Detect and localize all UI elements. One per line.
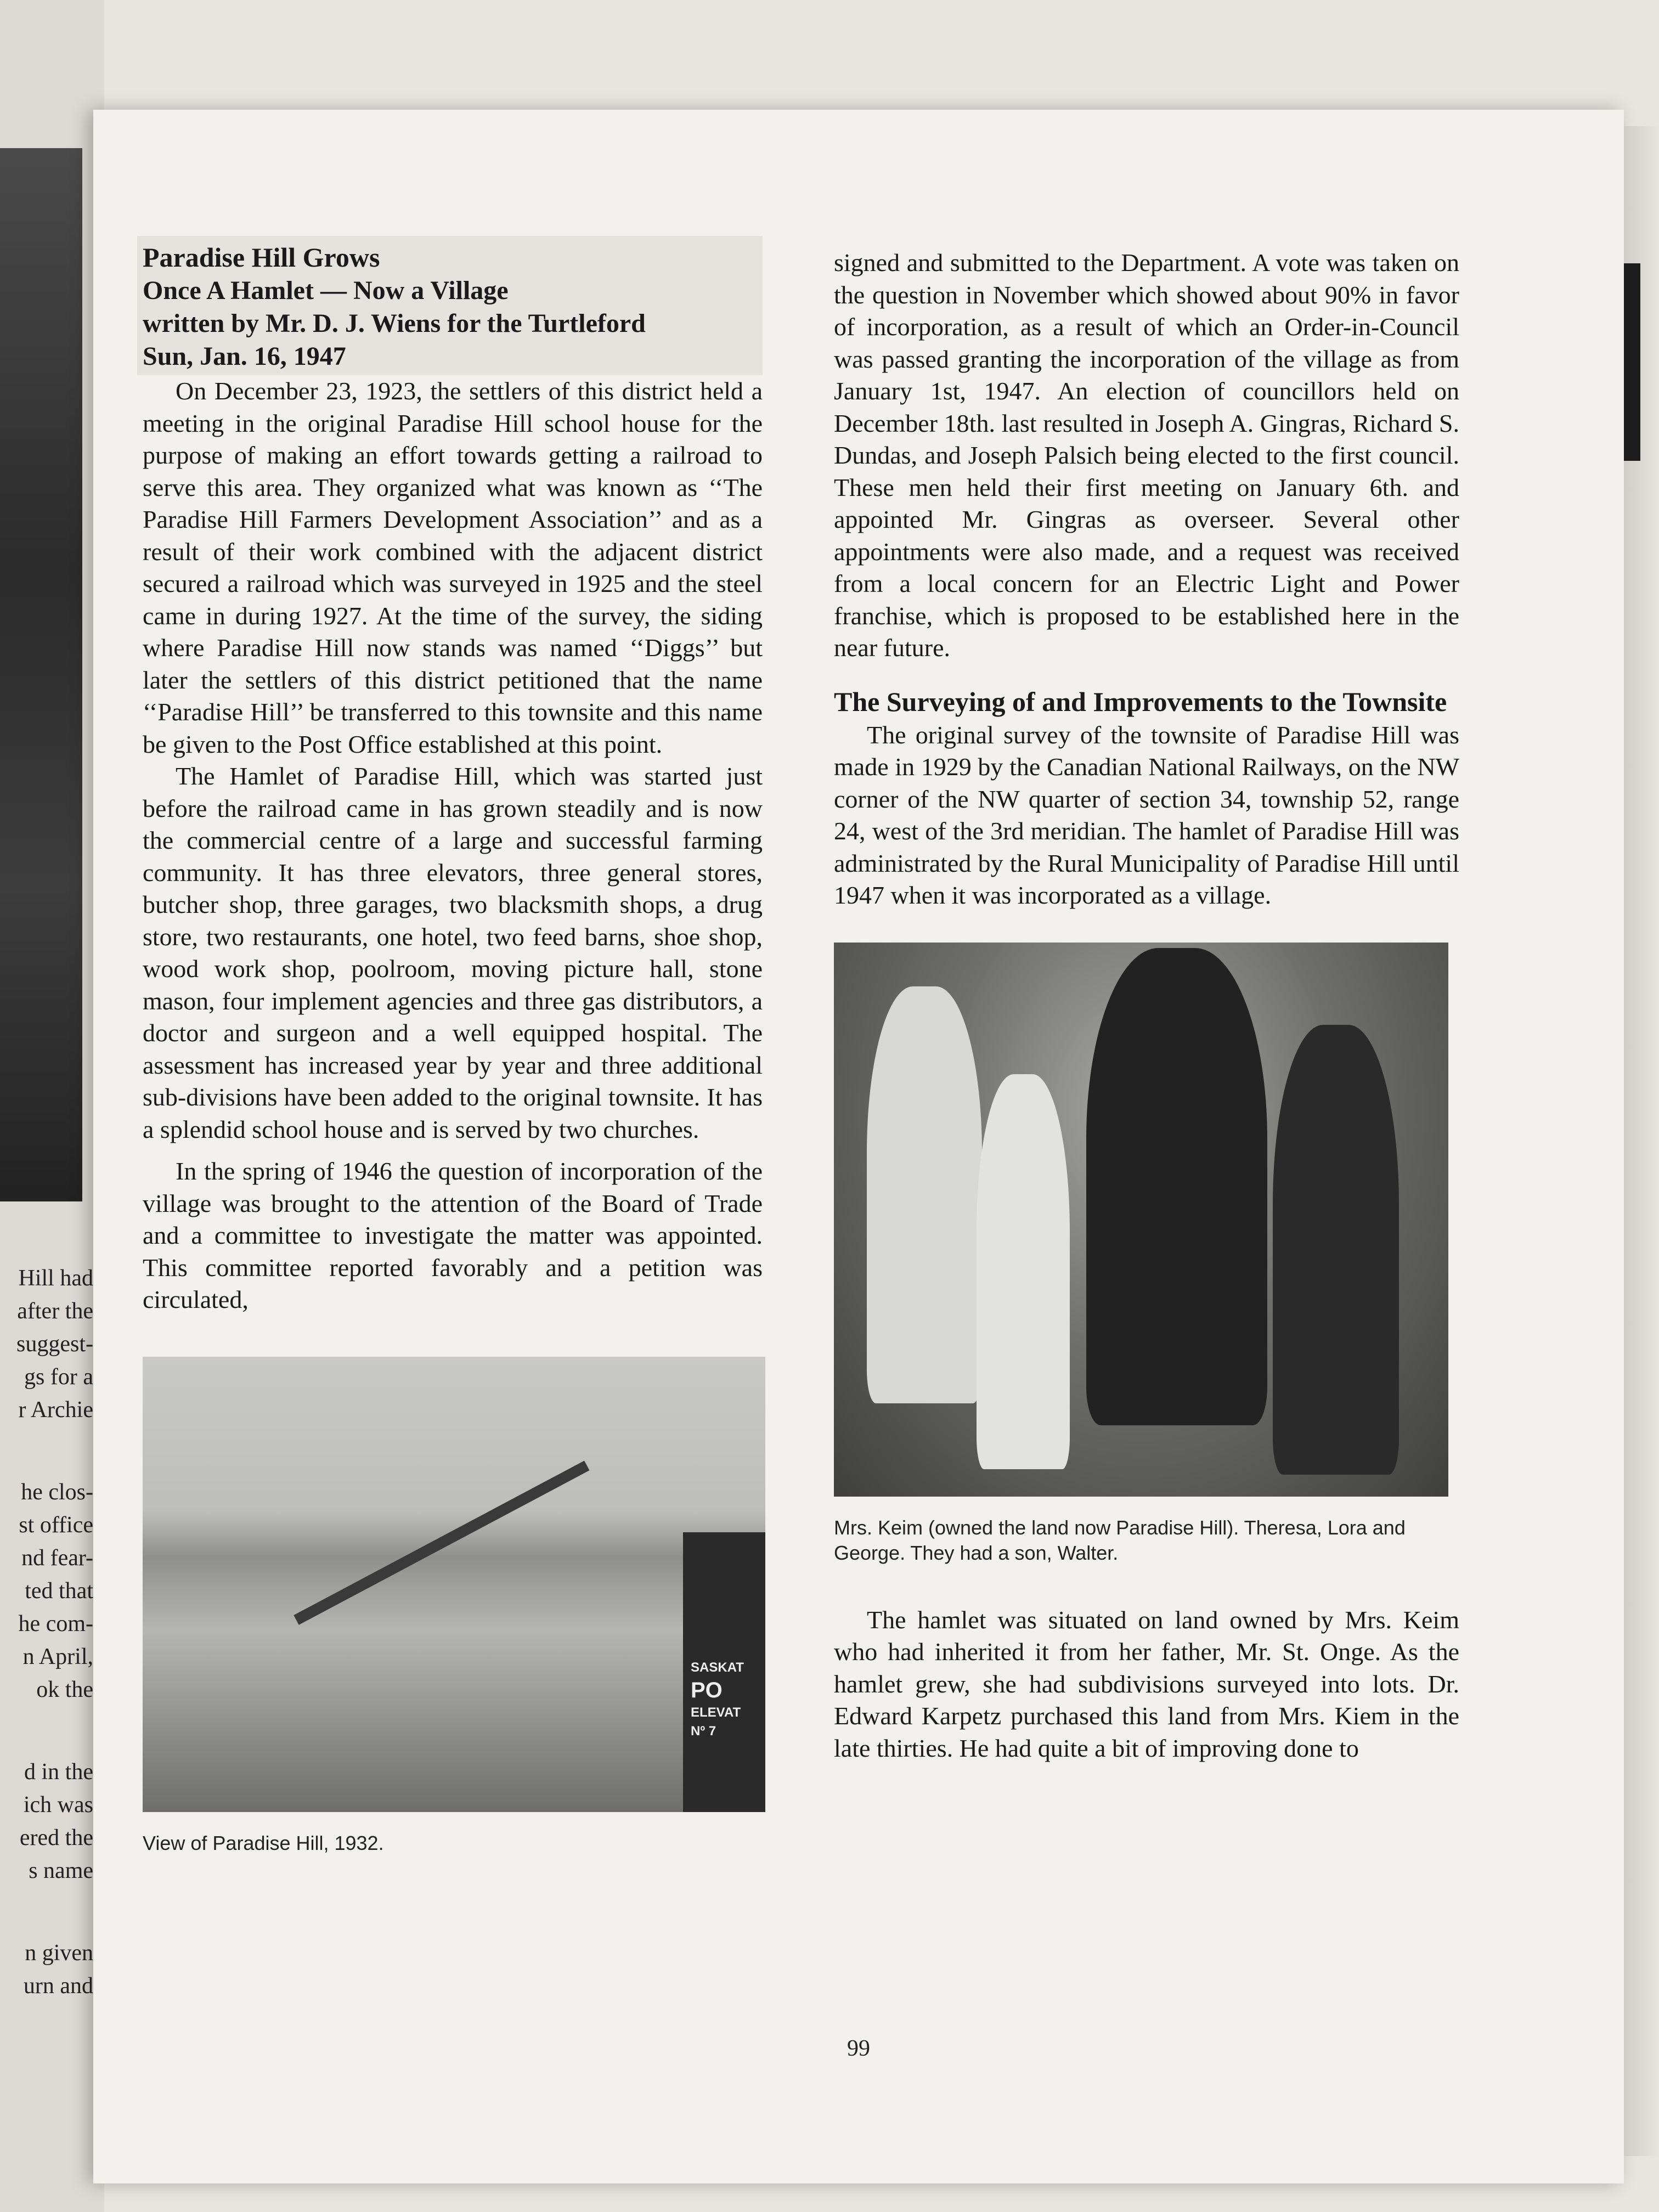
facing-page-photo (0, 148, 82, 1201)
left-column (143, 236, 763, 1856)
right-column (834, 247, 1459, 1764)
page-edge (1624, 126, 1659, 2156)
keim-family-photo (834, 943, 1448, 1497)
section-heading: The Surveying of and Improvements to the Townsite (834, 686, 1447, 717)
paragraph: The Hamlet of Paradise Hill, which was started just before the railroad came in has grown steadily and is now the commercial centre of a large and successful farming community. It has three elevators, three general stores, butcher shop, three garages, two blacksmith shops, a drug store, two restaurants, one hotel, two feed barns, shoe shop, wood work shop, poolroom, moving picture hall, stone mason, four implement agencies and three gas distributors, a doctor and surgeon and a well equipped hospital. The assessment has increased year by year and three additional sub-divisions have been added to the original townsite. It has a splendid school house and is served by two churches. (143, 762, 763, 1143)
figure-theresa (867, 986, 982, 1403)
figure-mrs-keim (1086, 948, 1267, 1425)
article-title: Paradise Hill Grows (143, 242, 380, 273)
page-number: 99 (847, 2036, 870, 2061)
photo-caption: Mrs. Keim (owned the land now Paradise Hill). Theresa, Lora and George. They had a son, Walter. (834, 1516, 1406, 1564)
article-byline: written by Mr. D. J. Wiens for the Turtleford (143, 309, 646, 338)
article-subtitle: Once A Hamlet — Now a Village (143, 276, 509, 305)
paragraph: The original survey of the townsite of Paradise Hill was made in 1929 by the Canadian National Railways, on the NW corner of the NW quarter of section 34, township 52, range 24, west of the 3rd meridian. The hamlet of Paradise Hill was administrated by the Rural Municipality of Paradise Hill until 1947 when it was incorporated as a village. (834, 720, 1459, 909)
figure-lora (977, 1074, 1070, 1469)
article-date: Sun, Jan. 16, 1947 (143, 342, 346, 371)
photo-caption: View of Paradise Hill, 1932. (143, 1831, 384, 1854)
page-tab (1624, 263, 1640, 461)
photo-road (294, 1460, 589, 1624)
paragraph: In the spring of 1946 the question of incorporation of the village was brought to the attention of the Board of Trade and a committee to investigate the matter was appointed. This committee reported favorably and a petition was circulated, (143, 1157, 763, 1313)
article-heading (137, 236, 763, 375)
figure-george (1273, 1025, 1399, 1475)
paragraph: On December 23, 1923, the settlers of this district held a meeting in the original Paradise Hill school house for the purpose of making an effort towards getting a railroad to serve this area. They organized what was known as ‘‘The Paradise Hill Farmers Development Association’’ and as a result of their work combined with the adjacent district secured a railroad which was surveyed in 1925 and the steel came in during 1927. At the time of the survey, the siding where Paradise Hill now stands was named ‘‘Diggs’’ but later the settlers of this district petitioned that the name ‘‘Paradise Hill’’ be transferred to this townsite and this name be given to the Post Office established at this point. (143, 377, 763, 758)
facing-page-text: Hill had after the suggest- gs for a r Archie he clos- st office nd fear- ted that he com- n April, ok the d in the ich was ered the s name n given urn and (16, 1266, 93, 1999)
view-of-paradise-hill-photo (143, 1357, 765, 1812)
book-page (93, 110, 1624, 2183)
grain-elevator: SASKAT PO ELEVAT Nº 7 (683, 1532, 765, 1812)
facing-page (0, 0, 104, 2212)
paragraph: The hamlet was situated on land owned by Mrs. Keim who had inherited it from her father, Mr. St. Onge. As the hamlet grew, she had subdivisions surveyed into lots. Dr. Edward Karpetz purchased this land from Mrs. Kiem in the late thirties. He had quite a bit of improving done to (834, 1605, 1459, 1762)
paragraph: signed and submitted to the Department. A vote was taken on the question in November which showed about 90% in favor of incorporation, as a result of which an Order-in-Council was passed granting the incorporation of the village as from January 1st, 1947. An election of councillors held on December 18th. last resulted in Joseph A. Gingras, Richard S. Dundas, and Joseph Palsich being elected to the first council. These men held their first meeting on January 6th. and appointed Mr. Gingras as overseer. Several other appointments were also made, and a request was received from a local concern for an Electric Light and Power franchise, which is proposed to be established here in the near future. (834, 249, 1459, 662)
